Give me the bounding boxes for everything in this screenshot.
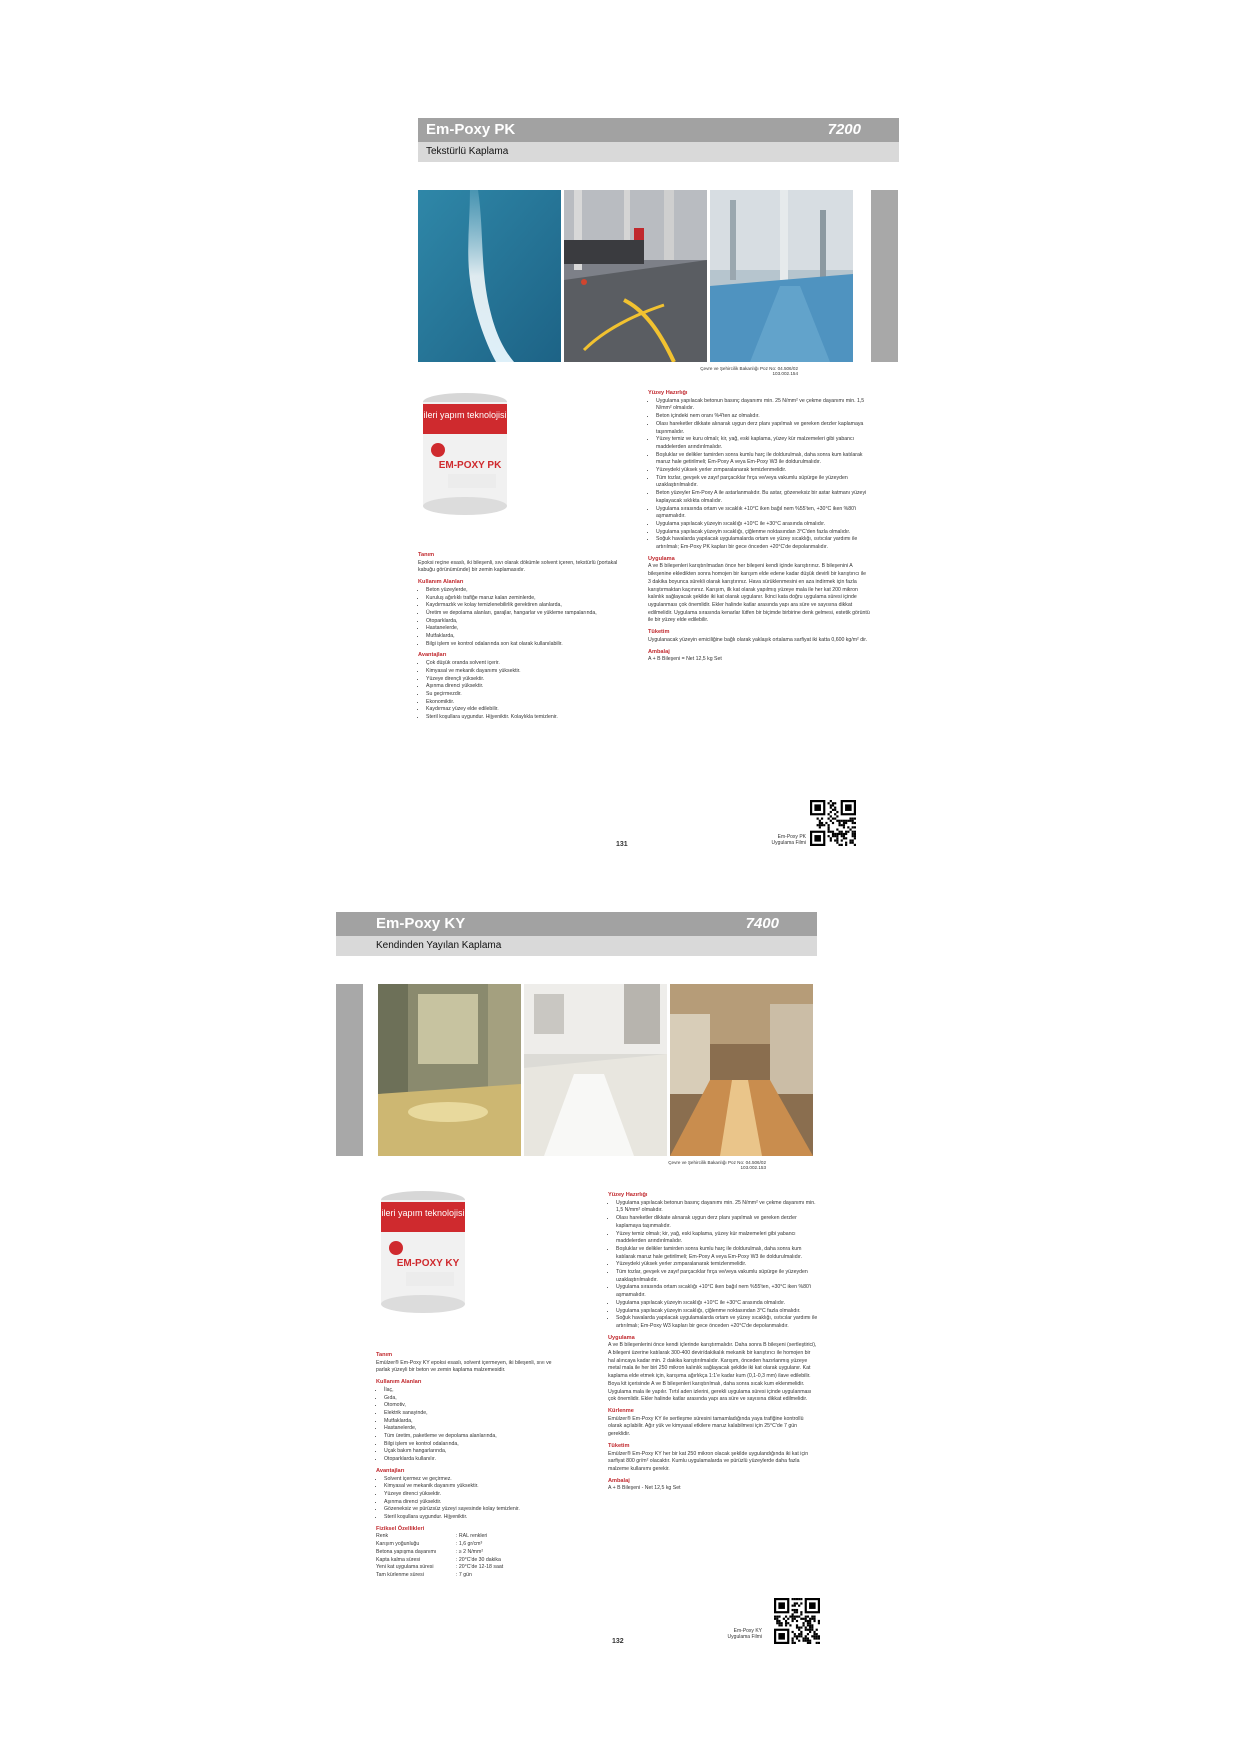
list-item: • Uygulama yapılacak yüzeyin sıcaklığı +10°C ile +30°C arasında olmalıdır. (616, 1300, 818, 1308)
photo-factory-blue-floor (710, 190, 853, 362)
can-band-text: ileri yapım teknolojisi (423, 410, 507, 420)
list-item: • Solvent içermez ve geçirmez. (384, 1476, 566, 1484)
product-name: Em-Poxy PK (426, 121, 516, 138)
catalog-page-pk (418, 118, 899, 856)
property-name: Kapta kalma süresi (376, 1556, 421, 1563)
list-item: • Beton yüzeyler Em-Poxy A ile astarlanmalıdır. Bu astar, gözeneksiz bir astar katmanı yüzeyi kaplayacak sıklıkta olmalıdır. (656, 490, 870, 505)
product-can-image (418, 388, 513, 518)
list-item: • Mutfaklarda, (384, 1418, 566, 1426)
reference-number (598, 366, 798, 376)
list-item: • Uygulama yapılacak betonun basınç dayanımı min. 25 N/mm² ve çekme dayanımı min. 1,5 N/mm² olmalıdır. (616, 1200, 818, 1215)
right-column (608, 1188, 818, 1493)
can-band-text: ileri yapım teknolojisi (381, 1208, 465, 1218)
list-item: • Yüzeydeki yüksek yerler zımparalanarak temizlenmelidir. (656, 467, 870, 475)
photo-parking-garage (564, 190, 707, 362)
property-value: : 1,6 gr/cm³ (456, 1541, 483, 1548)
photo-white-glossy-floor (524, 984, 667, 1156)
list-item: • Yüzeye direnci yüksektir. (384, 1491, 566, 1499)
list-item: • Tüm tozlar, gevşek ve zayıf parçacıklar fırça ve/veya vakumlu süpürge ile yüzeyden uzaklaştırılmalıdır. (616, 1269, 818, 1284)
title-bar (418, 118, 899, 142)
list-item: • Uçak bakım hangarlarında, (384, 1448, 566, 1456)
section-heading: Tüketim (648, 629, 670, 636)
left-column (418, 548, 628, 722)
list-item: • Kuruluş ağırlıklı trafiğe maruz kalan zeminlerde, (426, 595, 628, 603)
list-item: • Otomotiv, (384, 1402, 566, 1410)
photo-blue-textured-floor (418, 190, 561, 362)
page-number: 132 (612, 1638, 624, 1645)
reference-number (566, 1160, 766, 1170)
bullet-list (376, 1476, 566, 1522)
bullet-list (648, 398, 870, 552)
list-item: • Elektrik sanayinde, (384, 1410, 566, 1418)
list-item: • Olası hareketler dikkate alınarak uygun derz planı yapılmalı ve gereken derzler kaplamaya taşınmalıdır. (616, 1215, 818, 1230)
right-column (648, 386, 870, 664)
section-heading: Kullanım Alanları (376, 1379, 422, 1386)
can-product-label: EM-POXY PK (438, 460, 502, 471)
list-item: • Uygulama yapılacak yüzeyin sıcaklığı +10°C ile +30°C arasında olmalıdır. (656, 521, 870, 529)
page-number: 131 (616, 841, 628, 848)
catalog-page-ky (336, 912, 817, 1652)
list-item: • Aşınma direnci yüksektir. (384, 1499, 566, 1507)
section-heading: Yüzey Hazırlığı (608, 1192, 648, 1198)
list-item: • Yüzeydeki yüksek yerler zımparalanarak temizlenmelidir. (616, 1261, 818, 1269)
property-name: Tam kürlenme süresi (376, 1571, 424, 1578)
list-item: • Üretim ve depolama alanları, garajlar, hangarlar ve yükleme rampalarında, (426, 610, 628, 618)
section-heading: Ambalaj (648, 648, 670, 655)
product-subtitle: Tekstürlü Kaplama (426, 146, 509, 157)
section-paragraph: Emülzer® Em-Poxy KY epoksi esaslı, solvent içermeyen, iki bileşenli, sıvı ve parlak yüzeyli bir beton ve zemin kaplama malzemesidir. (376, 1359, 552, 1374)
list-item: • Aşınma direnci yüksektir. (426, 683, 628, 691)
bullet-list (608, 1200, 818, 1331)
section-heading: Avantajları (376, 1467, 405, 1474)
list-item: • Soğuk havalarda yapılacak uygulamalarda ortam ve yüzey sıcaklığı, ısıtıcılar yardımı ile artırılmalı; Em-Poxy W3 kapları bir gece önceden +20°C'de depolanmalıdır. (616, 1315, 818, 1330)
section-heading: Uygulama (648, 555, 675, 562)
table-row (376, 1533, 566, 1541)
list-item: • Su geçirmezdir. (426, 691, 628, 699)
ref-line-1: Çevre ve Şehircilik Bakanlığı Poz No: 04.506/02 (668, 1160, 766, 1165)
list-item: • Yüzeye dirençli yüksektir. (426, 676, 628, 684)
side-accent-strip (871, 190, 898, 362)
product-code: 7200 (827, 121, 861, 138)
left-column (376, 1348, 566, 1580)
subtitle-bar (418, 142, 899, 162)
list-item: • Gözeneksiz ve pürüzsüz yüzeyi sayesinde kolay temizlenir. (384, 1506, 566, 1514)
list-item: • Beton yüzeylerde, (426, 587, 628, 595)
list-item: • Tüm tozlar, gevşek ve zayıf parçacıklar fırça ve/veya vakumlu süpürge ile yüzeyden uzaklaştırılmalıdır. (656, 475, 870, 490)
list-item: • Bilgi işlem ve kontrol odalarında, (384, 1441, 566, 1449)
section-heading: Uygulama (608, 1334, 635, 1341)
bullet-list (376, 1387, 566, 1464)
list-item: • Yüzey temiz olmalı; kir, yağ, eski kaplama, yüzey kür malzemeleri gibi yabancı maddelerden arındırılmalıdır. (616, 1231, 818, 1246)
photo-strip (378, 984, 817, 1156)
list-item: • Otoparklarda, (426, 618, 628, 626)
list-item: • Hastanelerde, (384, 1425, 566, 1433)
section-paragraph: A + B Bileşeni - Net 12,5 kg Set (608, 1485, 681, 1492)
list-item: • Steril koşullara uygundur. Hijyeniktir. (384, 1514, 566, 1522)
ref-line-2: 103.002.154 (772, 371, 798, 376)
property-value: : 20°C'de 30 dakika (456, 1556, 501, 1563)
list-item: • Boşluklar ve delikler tamirden sonra kumlu harç ile doldurulmalı, daha sonra kum katılarak maruz hale getirilmeli; Em-Poxy A veya Em-Poxy W3 ile doldurulmalıdır. (656, 452, 870, 467)
table-row (376, 1557, 566, 1565)
list-item: • Tüm üretim, paketleme ve depolama alanlarında, (384, 1433, 566, 1441)
list-item: • İlaç, (384, 1387, 566, 1395)
list-item: • Kimyasal ve mekanik dayanımı yüksektir. (426, 668, 628, 676)
section-heading: Kürlenme (608, 1407, 634, 1414)
list-item: • Ekonomiktir. (426, 699, 628, 707)
qr-caption (712, 1628, 762, 1640)
property-name: Yeni kat uygulama süresi (376, 1564, 434, 1571)
list-item: • Beton içindeki nem oranı %4'ten az olmalıdır. (656, 413, 870, 421)
product-subtitle: Kendinden Yayılan Kaplama (376, 940, 502, 951)
list-item: • Boşluklar ve delikler tamirden sonra kumlu harç ile doldurulmalı, daha sonra kum katılarak maruz hale getirilmeli; Em-Poxy A veya Em-Poxy W3 ile doldurulmalıdır. (616, 1246, 818, 1261)
section-heading: Ambalaj (608, 1477, 630, 1484)
section-heading: Kullanım Alanları (418, 579, 464, 586)
section-paragraph: A ve B bileşenleri karıştırılmadan önce her bileşeni kendi içinde karıştırınız. B bileşenini A bileşenine ekledikten sonra homojen bir karışım elde edene kadar düşük devirli bir karıştırıcı ile 3 dakika boyunca sürekli olarak karıştırınız. Hava sürüklenmesini en aza indirmek için fazla karıştırmaktan kaçınınız. Karışım, ilk kat olarak yapılmış yüzeye mala ile her kat 200 mikron kalınlık sağlayacak şekilde iki kat olarak uygulanır. İkinci kata doğru uygulama süresi içinde uygulanması çok önemlidir. Ekler halinde katlar arasında yapı ara süre ve sayısına dikkat edilmelidir. Uygulama sırasında kenarlar lütfen bir biçimde birbirine denk gelmesi, estetik görüntü ile bir yüzey elde edilebilir. (648, 563, 870, 624)
section-heading: Tanım (376, 1352, 393, 1358)
table-row (376, 1549, 566, 1557)
section-heading: Avantajları (418, 652, 447, 659)
table-row (376, 1572, 566, 1580)
property-value: : RAL renkleri (456, 1533, 488, 1540)
property-value: : 20°C'de 12-18 saat (456, 1564, 504, 1571)
property-name: Renk (376, 1533, 389, 1540)
section-paragraph: A + B Bileşeni = Net 12,5 kg Set (648, 656, 722, 663)
ref-line-1: Çevre ve Şehircilik Bakanlığı Poz No: 04.506/02 (700, 366, 798, 371)
qr-code[interactable] (810, 800, 856, 846)
bullet-list (418, 587, 628, 649)
section-heading: Fiziksel Özellikleri (376, 1525, 425, 1532)
product-code: 7400 (745, 915, 779, 932)
property-name: Karışım yoğunluğu (376, 1541, 420, 1548)
list-item: • Soğuk havalarda yapılacak uygulamalarda ortam ve yüzey sıcaklığı, ısıtıcılar yardımı ile artırılmalı; Em-Poxy PK kapları bir gece önceden +20°C'de depolanmalıdır. (656, 536, 870, 551)
section-heading: Yüzey Hazırlığı (648, 390, 688, 396)
list-item: • Mutfaklarda, (426, 633, 628, 641)
title-bar (336, 912, 817, 936)
qr-caption (756, 834, 806, 846)
product-name: Em-Poxy KY (376, 915, 466, 932)
list-item: • Yüzey temiz ve kuru olmalı; kir, yağ, eski kaplama, yüzey kür malzemeleri gibi yabancı maddelerden arındırılmalıdır. (656, 436, 870, 451)
qr-caption-title: Em-Poxy KY (733, 1628, 762, 1634)
list-item: • Kimyasal ve mekanik dayanımı yüksektir. (384, 1483, 566, 1491)
section-paragraph: A ve B bileşenlerini önce kendi içlerinde karıştırmalıdır. Daha sonra B bileşeni (sertleştirici), A bileşeni üzerine katılarak 300-400 devir/dakikalık mekanik bir karıştırıcı ile homojen bir hal alıncaya kadar min. 2 dakika karıştırılmalıdır. Karışım, önceden hazırlanmış yüzeye metal mala ile her biri 250 mikron kalınlık sağlayacak şekilde iki kat olarak uygulanır. Kat kaplama elde etmek için, karışıma ağırlıkça 1:1'e kadar kum (0,1-0,3 mm) ilave edilebilir. Boya kit içerisinde A ve B bileşenleri karıştırılmalı, daha sonra sıcak kum eklenmelidir. Uygulama mala ile yapılır. Tırtıl aden izlerini, gerekli uygulama süresi içinde uygulanması çok önemlidir. Ekler halinde katlar arasında yapı ara süre ve sayısına dikkat edilmelidir. (608, 1342, 817, 1403)
list-item: • Olası hareketler dikkate alınarak uygun derz planı yapılmalı ve gereken derzler kaplamaya taşınmalıdır. (656, 421, 870, 436)
section-heading: Tanım (418, 552, 435, 558)
list-item: • Uygulama sırasında ortam ve sıcaklık +10°C iken bağıl nem %55'ten, +30°C iken %80'i aşmamalıdır. (656, 506, 870, 521)
list-item: • Çok düşük oranda solvent içerir. (426, 660, 628, 668)
property-value: : 7 gün (456, 1571, 472, 1578)
ref-line-2: 103.002.153 (740, 1165, 766, 1170)
list-item: • Bilgi işlem ve kontrol odalarında son kat olarak kullanılabilir. (426, 641, 628, 649)
photo-strip (418, 190, 899, 362)
list-item: • Steril koşullara uygundur. Hijyeniktir. Kolaylıkla temizlenir. (426, 714, 628, 722)
property-table (376, 1533, 566, 1579)
section-paragraph: Emülzer® Em-Poxy KY ile sertleşme süresini tamamladığında yaya trafiğine kontrollü olarak açılabilir. Ağır yük ve kimyasal etkilere maruz kalabilmesi için 25°C'de 7 gün gereklidir. (608, 1415, 804, 1438)
table-row (376, 1564, 566, 1572)
section-paragraph: Uygulanacak yüzeyin emiciliğine bağlı olarak yaklaşık ortalama sarfiyat iki katta 0,600 kg/m² dir. (648, 636, 868, 643)
bullet-list (418, 660, 628, 722)
list-item: • Hastanelerde, (426, 625, 628, 633)
section-paragraph: Epoksi reçine esaslı, iki bileşenli, sıvı olarak dökümle solvent içeren, tekstürlü (portakal kabuğu görünümünde) bir zemin kaplamasıdır. (418, 559, 618, 574)
qr-caption-title: Em-Poxy PK (777, 834, 806, 840)
section-paragraph: Emülzer® Em-Poxy KY her bir kat 250 mikron olacak şekilde uygulandığında iki kat için sarfiyat 800 gr/m² olacaktır. Kumlu uygulamalarda ve pürüzlü yüzeylerde daha fazla malzeme kullanımı gerekir. (608, 1450, 809, 1472)
qr-caption-film: Uygulama Filmi (771, 840, 806, 846)
section-heading: Tüketim (608, 1442, 630, 1449)
side-accent-strip (336, 984, 363, 1156)
property-name: Betona yapışma dayanımı (376, 1548, 437, 1555)
list-item: • Kaydırmaz yüzey elde edilebilir. (426, 706, 628, 714)
list-item: • Uygulama sırasında ortam sıcaklığı +10°C iken bağıl nem %55'ten, +30°C iken %80'i aşmamalıdır. (616, 1284, 818, 1299)
qr-caption-film: Uygulama Filmi (727, 1634, 762, 1640)
list-item: • Otoparklarda kullanılır. (384, 1456, 566, 1464)
qr-code[interactable] (774, 1598, 820, 1644)
list-item: • Uygulama yapılacak yüzeyin sıcaklığı, çiğlenme noktasından 3°C'den fazla olmalıdır. (656, 529, 870, 537)
can-product-label: EM-POXY KY (396, 1258, 460, 1269)
product-can-image (376, 1186, 471, 1316)
table-row (376, 1541, 566, 1549)
photo-yellow-corridor (378, 984, 521, 1156)
subtitle-bar (336, 936, 817, 956)
photo-beige-hallway (670, 984, 813, 1156)
list-item: • Uygulama yapılacak yüzeyin sıcaklığı, çiğlenme noktasından 3°C fazla olmalıdır. (616, 1308, 818, 1316)
property-value: : ≥ 2 N/mm² (456, 1548, 484, 1555)
list-item: • Gıda, (384, 1395, 566, 1403)
list-item: • Kaydırmazlık ve kolay temizlenebilirlik gerektiren alanlarda, (426, 602, 628, 610)
list-item: • Uygulama yapılacak betonun basınç dayanımı min. 25 N/mm² ve çekme dayanımı min. 1,5 N/mm² olmalıdır. (656, 398, 870, 413)
